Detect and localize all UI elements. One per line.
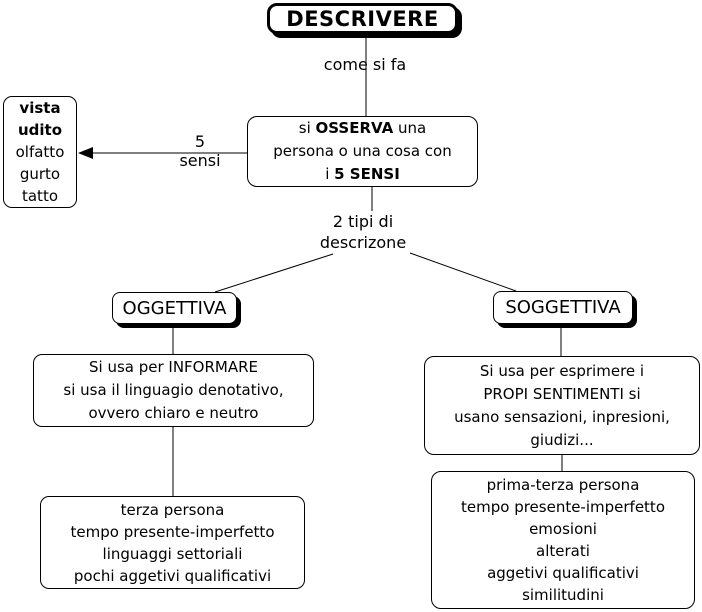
feature-line: tempo presente-imperfetto <box>461 498 665 516</box>
edge-label-come-si-fa: come si fa <box>323 55 407 74</box>
node-osserva-line2: persona o una cosa con <box>273 142 452 160</box>
feature-line: prima-terza persona <box>486 476 640 494</box>
sense-item: olfatto <box>15 143 65 161</box>
node-oggettiva[interactable] <box>112 292 237 324</box>
node-osserva-line3: i 5 SENSI <box>325 165 400 183</box>
node-descrivere[interactable] <box>267 3 458 34</box>
description-line: Si usa per esprimere i <box>479 361 645 380</box>
description-line: Si usa per INFORMARE <box>88 358 259 376</box>
edge-label-5-sensi <box>168 132 232 170</box>
node-oggettiva-label: OGGETTIVA <box>122 297 227 319</box>
feature-line: emosioni <box>529 520 597 538</box>
arrowhead-left-icon <box>78 147 93 159</box>
node-oggettiva-features[interactable] <box>40 496 305 589</box>
node-soggettiva[interactable] <box>493 291 633 324</box>
edge-label-two-types-line1: 2 tipi di <box>332 212 394 231</box>
description-line: giudizi... <box>530 430 594 449</box>
description-line: ovvero chiaro e neutro <box>88 404 259 422</box>
sense-item: tatto <box>21 187 58 205</box>
description-line: usano sensazioni, inpresioni, <box>454 407 670 426</box>
edge-twotypes-soggettiva <box>410 253 516 291</box>
node-soggettiva-label: SOGGETTIVA <box>505 297 621 318</box>
node-descrivere-label: DESCRIVERE <box>286 6 439 31</box>
node-osserva-line1: si OSSERVA una <box>298 119 427 137</box>
sense-item: udito <box>17 121 63 139</box>
edge-label-two-types <box>298 211 428 253</box>
feature-line: terza persona <box>120 500 225 519</box>
feature-line: pochi aggetivi qualificativi <box>73 566 272 585</box>
description-line: si usa il linguagio denotativo, <box>63 381 284 399</box>
sense-item: vista <box>19 99 61 117</box>
edge-label-sensi: sensi <box>179 151 221 170</box>
feature-line: similitudini <box>522 586 604 604</box>
sense-item: gurto <box>19 165 61 183</box>
feature-line: alterati <box>536 542 590 560</box>
description-line: PROPI SENTIMENTI si <box>483 384 641 403</box>
node-oggettiva-description[interactable] <box>33 354 314 427</box>
feature-line: tempo presente-imperfetto <box>70 522 275 541</box>
edge-label-5: 5 <box>194 132 206 151</box>
node-soggettiva-description[interactable] <box>424 356 700 455</box>
edge-label-two-types-line2: descrizone <box>319 233 407 252</box>
node-five-senses-list[interactable] <box>3 96 77 208</box>
feature-line: aggetivi qualificativi <box>487 564 639 582</box>
feature-line: linguaggi settoriali <box>102 544 243 563</box>
node-soggettiva-features[interactable] <box>431 471 695 609</box>
edge-twotypes-oggettiva <box>215 254 333 292</box>
node-osserva[interactable] <box>247 116 478 187</box>
